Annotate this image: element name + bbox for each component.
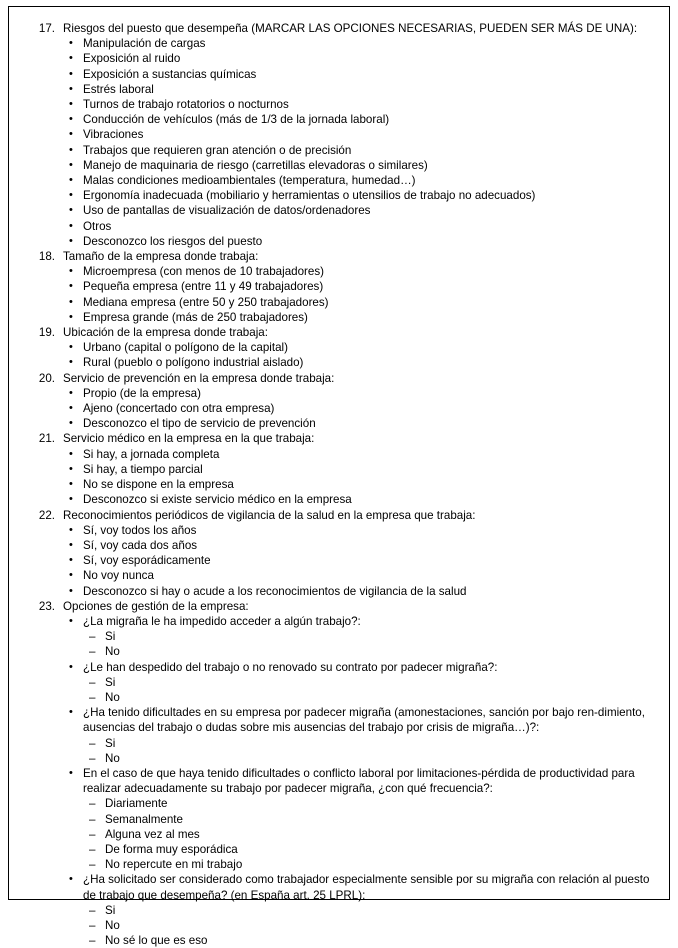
bullet-icon: • [69, 706, 73, 719]
question-number: 18. [38, 250, 55, 264]
suboption-item[interactable] [83, 751, 655, 766]
option-label: Estrés laboral [83, 82, 154, 96]
bullet-icon: • [69, 189, 73, 202]
option-list [63, 386, 655, 432]
suboption-list [83, 629, 655, 659]
question-number: 23. [38, 599, 55, 613]
suboption-list [83, 903, 655, 948]
option-list [63, 340, 655, 370]
suboption-item[interactable] [83, 736, 655, 751]
dash-icon: – [89, 736, 96, 750]
option-label: En el caso de que haya tenido dificultades o conflicto laboral por limitaciones-pérdida de productividad para realizar adecuadamente su trabajo por padecer migraña, ¿con qué frecuencia?: [83, 766, 635, 796]
option-label: Vibraciones [83, 128, 144, 142]
question-item [31, 371, 655, 432]
option-list [63, 36, 655, 249]
question-number: 20. [38, 371, 55, 385]
dash-icon: – [89, 812, 96, 826]
option-label: Pequeña empresa (entre 11 y 49 trabajadores) [83, 280, 324, 294]
dash-icon: – [89, 827, 96, 841]
option-label: Si hay, a jornada completa [83, 447, 220, 461]
suboption-label: Semanalmente [105, 812, 183, 826]
bullet-icon: • [69, 417, 73, 430]
option-item[interactable] [63, 401, 655, 416]
option-item[interactable] [63, 173, 655, 188]
bullet-icon: • [69, 447, 73, 460]
option-label: Sí, voy todos los años [83, 523, 197, 537]
bullet-icon: • [69, 37, 73, 50]
option-label: Si hay, a tiempo parcial [83, 462, 203, 476]
questionnaire-content [31, 21, 655, 948]
dash-icon: – [89, 903, 96, 917]
bullet-icon: • [69, 462, 73, 475]
option-label: Ergonomía inadecuada (mobiliario y herramientas o utensilios de trabajo no adecuados) [83, 189, 536, 203]
bullet-icon: • [69, 523, 73, 536]
option-item[interactable] [63, 477, 655, 492]
option-item[interactable] [63, 447, 655, 462]
dash-icon: – [89, 751, 96, 765]
option-item[interactable] [63, 340, 655, 355]
option-list [63, 523, 655, 599]
option-item[interactable] [63, 127, 655, 142]
question-number: 22. [38, 508, 55, 522]
option-item[interactable] [63, 705, 655, 766]
bullet-icon: • [69, 113, 73, 126]
option-item[interactable] [63, 82, 655, 97]
bullet-icon: • [69, 310, 73, 323]
option-label: Manipulación de cargas [83, 37, 206, 51]
option-list [63, 614, 655, 948]
question-item [31, 21, 655, 249]
option-item[interactable] [63, 416, 655, 431]
question-item [31, 508, 655, 599]
dash-icon: – [89, 645, 96, 659]
option-label: Ajeno (concertado con otra empresa) [83, 402, 275, 416]
suboption-item[interactable] [83, 812, 655, 827]
suboption-list [83, 736, 655, 766]
bullet-icon: • [69, 295, 73, 308]
option-label: Manejo de maquinaria de riesgo (carretillas elevadoras o similares) [83, 158, 428, 172]
suboption-list [83, 675, 655, 705]
suboption-label: No sé lo que es eso [105, 934, 208, 948]
option-item[interactable] [63, 523, 655, 538]
suboption-item[interactable] [83, 933, 655, 948]
question-item [31, 249, 655, 325]
question-item [31, 431, 655, 507]
option-item[interactable] [63, 51, 655, 66]
dash-icon: – [89, 630, 96, 644]
suboption-list [83, 796, 655, 872]
option-label: Mediana empresa (entre 50 y 250 trabajadores) [83, 295, 329, 309]
option-label: Propio (de la empresa) [83, 386, 201, 400]
option-item[interactable] [63, 219, 655, 234]
option-item[interactable] [63, 872, 655, 948]
question-text: Opciones de gestión de la empresa: [63, 599, 249, 613]
option-item[interactable] [63, 36, 655, 51]
bullet-icon: • [69, 67, 73, 80]
option-list [63, 264, 655, 325]
suboption-label: No [105, 645, 120, 659]
bullet-icon: • [69, 204, 73, 217]
bullet-icon: • [69, 569, 73, 582]
question-text: Servicio médico en la empresa en la que trabaja: [63, 432, 315, 446]
suboption-label: Diariamente [105, 797, 168, 811]
option-item[interactable] [63, 203, 655, 218]
suboption-label: Si [105, 736, 116, 750]
bullet-icon: • [69, 128, 73, 141]
bullet-icon: • [69, 493, 73, 506]
option-label: ¿Le han despedido del trabajo o no renovado su contrato por padecer migraña?: [83, 660, 498, 674]
option-item[interactable] [63, 234, 655, 249]
suboption-label: Si [105, 675, 116, 689]
bullet-icon: • [69, 341, 73, 354]
question-text: Servicio de prevención en la empresa donde trabaja: [63, 371, 335, 385]
option-label: Microempresa (con menos de 10 trabajadores) [83, 265, 325, 279]
option-label: Urbano (capital o polígono de la capital) [83, 341, 288, 355]
page-border [8, 6, 670, 948]
bullet-icon: • [69, 402, 73, 415]
question-number: 17. [38, 22, 55, 35]
suboption-item[interactable] [83, 857, 655, 872]
dash-icon: – [89, 690, 96, 704]
option-label: No se dispone en la empresa [83, 478, 234, 492]
question-number: 19. [38, 326, 55, 340]
option-item[interactable] [63, 310, 655, 325]
option-item[interactable] [63, 97, 655, 112]
option-label: Conducción de vehículos (más de 1/3 de la jornada laboral) [83, 113, 390, 127]
bullet-icon: • [69, 356, 73, 369]
dash-icon: – [89, 934, 96, 948]
suboption-item[interactable] [83, 675, 655, 690]
suboption-label: No [105, 751, 120, 765]
option-label: Empresa grande (más de 250 trabajadores) [83, 310, 308, 324]
suboption-label: Si [105, 630, 116, 644]
option-item[interactable] [63, 355, 655, 370]
suboption-label: De forma muy esporádica [105, 842, 238, 856]
option-label: Trabajos que requieren gran atención o de precisión [83, 143, 352, 157]
option-item[interactable] [63, 279, 655, 294]
option-item[interactable] [63, 538, 655, 553]
question-item [31, 599, 655, 948]
option-item[interactable] [63, 112, 655, 127]
bullet-icon: • [69, 614, 73, 627]
option-item[interactable] [63, 568, 655, 583]
option-item[interactable] [63, 295, 655, 310]
option-label: Otros [83, 219, 112, 233]
bullet-icon: • [69, 660, 73, 673]
question-text: Reconocimientos periódicos de vigilancia de la salud en la empresa que trabaja: [63, 508, 476, 522]
bullet-icon: • [69, 52, 73, 65]
bullet-icon: • [69, 386, 73, 399]
bullet-icon: • [69, 280, 73, 293]
suboption-item[interactable] [83, 842, 655, 857]
bullet-icon: • [69, 158, 73, 171]
option-label: No voy nunca [83, 569, 154, 583]
option-label: Desconozco si hay o acude a los reconocimientos de vigilancia de la salud [83, 584, 467, 598]
option-label: Turnos de trabajo rotatorios o nocturnos [83, 98, 289, 112]
suboption-item[interactable] [83, 827, 655, 842]
suboption-item[interactable] [83, 918, 655, 933]
option-label: ¿Ha solicitado ser considerado como trabajador especialmente sensible por su migraña con relación al puesto de trabajo que desempeña? (en España art. 25 LPRL): [83, 873, 650, 902]
option-item[interactable] [63, 188, 655, 203]
bullet-icon: • [69, 234, 73, 247]
option-list [63, 447, 655, 508]
bullet-icon: • [69, 82, 73, 95]
option-item[interactable] [63, 614, 655, 660]
suboption-label: No repercute en mi trabajo [105, 858, 243, 872]
option-item[interactable] [63, 386, 655, 401]
question-text: Ubicación de la empresa donde trabaja: [63, 326, 268, 340]
dash-icon: – [89, 797, 96, 811]
question-text: Tamaño de la empresa donde trabaja: [63, 250, 259, 264]
bullet-icon: • [69, 873, 73, 886]
question-item [31, 325, 655, 371]
dash-icon: – [89, 675, 96, 689]
bullet-icon: • [69, 265, 73, 278]
option-label: Rural (pueblo o polígono industrial aislado) [83, 356, 304, 370]
option-item[interactable] [63, 264, 655, 279]
option-label: Desconozco si existe servicio médico en la empresa [83, 493, 352, 507]
option-item[interactable] [63, 158, 655, 173]
suboption-label: Alguna vez al mes [105, 827, 200, 841]
bullet-icon: • [69, 98, 73, 111]
option-label: ¿Ha tenido dificultades en su empresa por padecer migraña (amonestaciones, sanción por bajo ren-dimiento, ausencias del trabajo o dudas sobre mis ausencias del trabajo por crisis de migraña…)?: [83, 706, 645, 735]
option-item[interactable] [63, 660, 655, 706]
option-label: Desconozco los riesgos del puesto [83, 234, 263, 248]
suboption-item[interactable] [83, 796, 655, 811]
suboption-item[interactable] [83, 644, 655, 659]
bullet-icon: • [69, 478, 73, 491]
suboption-label: No [105, 690, 120, 704]
dash-icon: – [89, 858, 96, 872]
option-label: Sí, voy esporádicamente [83, 554, 211, 568]
option-label: Uso de pantallas de visualización de datos/ordenadores [83, 204, 371, 218]
option-item[interactable] [63, 584, 655, 599]
bullet-icon: • [69, 766, 73, 779]
option-item[interactable] [63, 462, 655, 477]
option-label: Exposición al ruido [83, 52, 181, 66]
option-label: Sí, voy cada dos años [83, 538, 198, 552]
option-label: Malas condiciones medioambientales (temperatura, humedad…) [83, 174, 416, 188]
question-number: 21. [38, 432, 55, 446]
dash-icon: – [89, 842, 96, 856]
suboption-label: No [105, 918, 120, 932]
option-label: Exposición a sustancias químicas [83, 67, 257, 81]
bullet-icon: • [69, 219, 73, 232]
bullet-icon: • [69, 538, 73, 551]
bullet-icon: • [69, 554, 73, 567]
option-item[interactable] [63, 143, 655, 158]
suboption-label: Si [105, 903, 116, 917]
option-item[interactable] [63, 492, 655, 507]
suboption-item[interactable] [83, 629, 655, 644]
bullet-icon: • [69, 584, 73, 597]
option-item[interactable] [63, 766, 655, 872]
option-label: ¿La migraña le ha impedido acceder a algún trabajo?: [83, 614, 361, 628]
suboption-item[interactable] [83, 690, 655, 705]
suboption-item[interactable] [83, 903, 655, 918]
bullet-icon: • [69, 174, 73, 187]
option-item[interactable] [63, 553, 655, 568]
bullet-icon: • [69, 143, 73, 156]
dash-icon: – [89, 918, 96, 932]
option-item[interactable] [63, 67, 655, 82]
option-label: Desconozco el tipo de servicio de prevención [83, 417, 316, 431]
question-text: Riesgos del puesto que desempeña (MARCAR LAS OPCIONES NECESARIAS, PUEDEN SER MÁS DE UNA): [63, 22, 638, 35]
question-list [31, 21, 655, 948]
